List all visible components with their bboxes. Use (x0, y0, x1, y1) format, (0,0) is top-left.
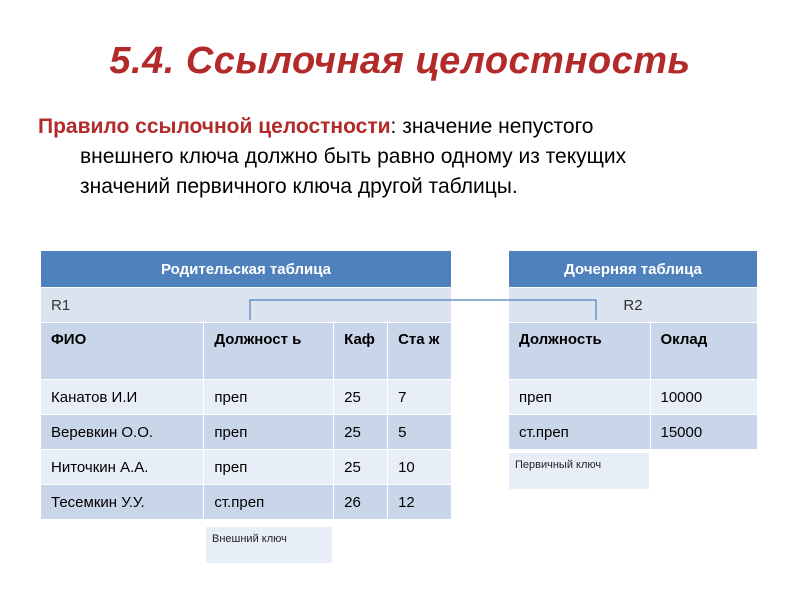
cell: Тесемкин У.У. (41, 485, 204, 520)
table-row (509, 380, 758, 415)
cell: 10 (388, 450, 452, 485)
cell: 25 (334, 415, 388, 450)
parent-col-fio: ФИО (41, 323, 204, 380)
cell: Ниточкин А.А. (41, 450, 204, 485)
cell: преп (204, 450, 334, 485)
table-row (41, 485, 452, 520)
child-table (508, 250, 758, 450)
parent-table-header: Родительская таблица (41, 251, 452, 288)
child-col-position: Должность (509, 323, 651, 380)
parent-col-dept: Каф (334, 323, 388, 380)
cell: преп (509, 380, 651, 415)
slide-title: 5.4. Ссылочная целостность (109, 40, 691, 82)
cell: ст.преп (204, 485, 334, 520)
cell: Канатов И.И (41, 380, 204, 415)
parent-relation-name: R1 (41, 288, 452, 323)
cell: 25 (334, 380, 388, 415)
cell: 25 (334, 450, 388, 485)
cell: 10000 (650, 380, 758, 415)
cell: 12 (388, 485, 452, 520)
table-row (41, 380, 452, 415)
rule-text (38, 112, 778, 202)
cell: 5 (388, 415, 452, 450)
cell: 26 (334, 485, 388, 520)
rule-line-2: внешнего ключа должно быть равно одному из текущих (80, 145, 627, 168)
cell: Веревкин О.О. (41, 415, 204, 450)
parent-col-experience: Ста ж (388, 323, 452, 380)
cell: 7 (388, 380, 452, 415)
child-col-salary: Оклад (650, 323, 758, 380)
table-row (509, 415, 758, 450)
cell: ст.преп (509, 415, 651, 450)
parent-table (40, 250, 452, 520)
rule-line-3: значений первичного ключа другой таблицы. (80, 175, 518, 198)
child-relation-name: R2 (509, 288, 758, 323)
table-row (41, 450, 452, 485)
foreign-key-label: Внешний ключ (206, 527, 332, 563)
rule-term: Правило ссылочной целостности (38, 115, 391, 138)
rule-line-1: : значение непустого (390, 115, 594, 138)
cell: 15000 (650, 415, 758, 450)
child-table-header: Дочерняя таблица (509, 251, 758, 288)
cell: преп (204, 415, 334, 450)
table-row (41, 415, 452, 450)
primary-key-label: Первичный ключ (509, 453, 649, 489)
cell: преп (204, 380, 334, 415)
parent-col-position: Должност ь (204, 323, 334, 380)
